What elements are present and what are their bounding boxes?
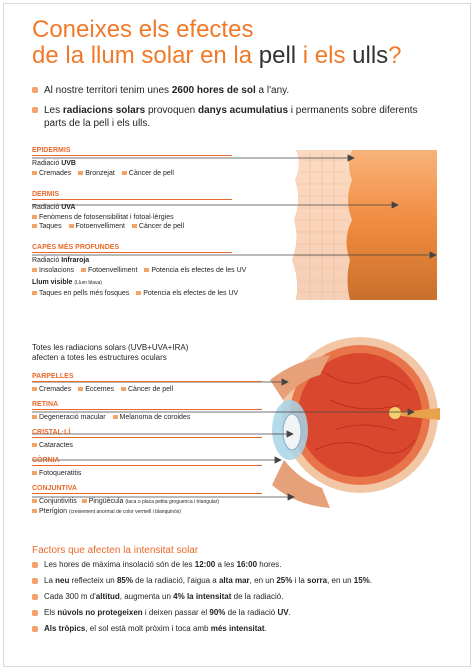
eye-heading-line1: Totes les radiacions solars (UVB+UVA+IRA) — [32, 343, 189, 352]
factor-bold: neu — [55, 576, 70, 585]
factor-text: , augmenta un — [119, 592, 174, 601]
effect-item — [32, 414, 106, 421]
effects-list — [32, 497, 292, 517]
bullet-square-icon — [69, 224, 74, 228]
radiation-type: Infraroja — [61, 257, 90, 264]
effect-item — [32, 442, 73, 449]
bullet-square-icon — [32, 224, 37, 228]
effect-item — [32, 267, 74, 274]
eye-section-retina — [32, 400, 292, 422]
factor-text: reflecteix un — [69, 576, 117, 585]
factor-item — [32, 608, 462, 618]
eye-section-conjuntiva — [32, 484, 292, 517]
factor-bold: 25% — [276, 576, 293, 585]
effects-list — [32, 441, 292, 450]
radiation-type: UVA — [61, 204, 76, 211]
eye-heading — [32, 343, 272, 363]
effects-list — [32, 213, 292, 231]
factor-bold: UV — [277, 608, 289, 617]
effect-item — [32, 214, 174, 221]
eye-section-parpelles — [32, 372, 292, 394]
radiation-type: UVB — [61, 160, 76, 167]
factor-bold: Als tròpics — [44, 624, 86, 633]
intro-text: i permanents sobre diferents parts de la pell i els ulls. — [44, 105, 418, 129]
effect-label: Càncer de pell — [128, 386, 174, 393]
bullet-square-icon — [136, 291, 141, 295]
effects-list — [32, 169, 292, 178]
effect-label: Bronzejat — [85, 170, 115, 177]
factor-bold: 16:00 — [236, 560, 258, 569]
effect-note: (taca o placa petita groguenca i triangular) — [125, 499, 220, 505]
effect-item — [132, 223, 184, 230]
section-title: RETINA — [32, 400, 262, 410]
bullet-square-icon — [32, 387, 37, 391]
factor-text: i la — [292, 576, 308, 585]
title-qmark: ? — [388, 42, 402, 69]
bullet-square-icon — [32, 443, 37, 447]
title-word-pell: pell — [258, 42, 297, 69]
factor-bold: alta mar — [218, 576, 250, 585]
title-line2-mid: i els — [296, 42, 353, 69]
intro-text: Les — [44, 105, 63, 116]
section-title: CAPES MÉS PROFUNDES — [32, 243, 232, 253]
effects-list — [32, 266, 292, 275]
effect-label: Conjuntivitis — [39, 498, 77, 505]
factor-text: Els — [44, 608, 58, 617]
skin-section-deep — [32, 243, 292, 298]
bullet-square-icon — [122, 171, 127, 175]
factor-text: i deixen passar el — [142, 608, 210, 617]
bullet-square-icon — [32, 268, 37, 272]
section-title: CÒRNIA — [32, 456, 262, 466]
factor-text: Les hores de màxima insolació són de les — [44, 560, 195, 569]
bullet-square-icon — [78, 171, 83, 175]
effect-label: Càncer de pell — [138, 223, 185, 230]
effect-item — [78, 170, 115, 177]
factor-bold: més intensitat — [210, 624, 265, 633]
effect-label: Insolacions — [39, 267, 75, 274]
effect-item — [144, 267, 246, 274]
effect-item — [121, 386, 173, 393]
factor-bold: 4% la intensitat — [173, 592, 232, 601]
effects-list — [32, 413, 292, 422]
visible-light-note: (Llum blava) — [74, 280, 102, 286]
title-word-ulls: ulls — [352, 42, 389, 69]
intro-item — [32, 84, 432, 97]
factor-bold: 15% — [353, 576, 370, 585]
factor-text: de la radiació. — [231, 592, 284, 601]
effect-label: Fenòmens de fotosensibilitat i fotoal·lèrgies — [39, 214, 174, 221]
effect-label: Potencia els efectes de les UV — [143, 290, 239, 297]
intro-bold: radiacions solars — [62, 105, 146, 116]
factor-text: hores. — [257, 560, 282, 569]
effect-item — [32, 223, 62, 230]
effect-item — [32, 386, 71, 393]
visible-light-label — [32, 278, 292, 288]
effect-item — [69, 223, 125, 230]
section-title: CRISTAL·LÍ — [32, 428, 262, 438]
factor-item — [32, 592, 462, 602]
effect-label: Potencia els efectes de les UV — [151, 267, 247, 274]
effect-label: Taques en pells més fosques — [39, 290, 130, 297]
visible-light-title: Llum visible — [32, 279, 73, 286]
effect-item — [81, 267, 137, 274]
radiation-prefix: Radiació — [32, 160, 62, 167]
effect-label: Degeneració macular — [39, 414, 106, 421]
title-line2-pre: de la llum solar en la — [32, 42, 259, 69]
factor-text: , en un — [249, 576, 277, 585]
bullet-square-icon — [32, 215, 37, 219]
factor-item — [32, 624, 462, 634]
effect-item — [32, 508, 181, 515]
effect-item — [78, 386, 114, 393]
factor-text: Cada 300 m d' — [44, 592, 96, 601]
section-title: CONJUNTIVA — [32, 484, 262, 494]
factors-title: Factors que afecten la intensitat solar — [32, 545, 199, 556]
factor-bold: sorra — [307, 576, 328, 585]
bullet-square-icon — [132, 224, 137, 228]
effect-label: Cremades — [39, 170, 72, 177]
bullet-square-icon — [32, 471, 37, 475]
bullet-square-icon — [121, 387, 126, 391]
factor-item — [32, 576, 462, 586]
section-title: DERMIS — [32, 190, 232, 200]
factor-bold: altitud — [95, 592, 120, 601]
factor-text: . — [264, 624, 267, 633]
effect-label: Taques — [39, 223, 62, 230]
optic-disc — [389, 407, 401, 419]
bullet-square-icon — [32, 499, 37, 503]
factor-text: , el sol està molt pròxim i toca amb — [85, 624, 211, 633]
factors-list — [32, 560, 462, 640]
skin-sections — [32, 146, 292, 298]
factor-text: . — [288, 608, 291, 617]
factor-text: de la radiació, l'aigua a — [132, 576, 219, 585]
factor-text: de la radiació — [225, 608, 278, 617]
eye-section-cornia — [32, 456, 292, 478]
bullet-square-icon — [32, 415, 37, 419]
bullet-square-icon — [82, 499, 87, 503]
eye-section-cristalli — [32, 428, 292, 450]
intro-bold: danys acumulatius — [198, 105, 289, 116]
bullet-square-icon — [32, 509, 37, 513]
effect-label: Pingüècula — [88, 498, 124, 505]
effects-list — [32, 469, 292, 478]
effect-label: Fotoenvelliment — [87, 267, 138, 274]
effect-item — [32, 170, 71, 177]
effect-label: Fotoqueratitis — [39, 470, 82, 477]
bullet-square-icon — [144, 268, 149, 272]
effect-label: Fotoenvelliment — [75, 223, 125, 230]
effect-item — [113, 414, 191, 421]
radiation-prefix: Radiació — [32, 204, 62, 211]
effect-item — [32, 470, 81, 477]
factor-text: La — [44, 576, 56, 585]
section-title: EPIDERMIS — [32, 146, 232, 156]
radiation-label — [32, 256, 292, 265]
skin-section-epidermis — [32, 146, 292, 178]
bullet-square-icon — [32, 171, 37, 175]
factor-bold: 85% — [116, 576, 133, 585]
effect-label: Eccemes — [85, 386, 115, 393]
effect-item — [136, 290, 238, 297]
factor-text: a les — [215, 560, 237, 569]
effect-item — [32, 498, 77, 505]
effect-note: (creixement anormal de color vermell i blanquinós) — [68, 509, 181, 515]
effect-label: Cataractes — [39, 442, 73, 449]
intro-bold: 2600 hores de sol — [171, 85, 256, 96]
effect-label: Cremades — [39, 386, 72, 393]
effect-item — [82, 498, 219, 505]
title-line1: Coneixes els efectes — [32, 16, 254, 43]
radiation-label — [32, 203, 292, 212]
factor-item — [32, 560, 462, 570]
page-title — [32, 17, 462, 69]
intro-text: Al nostre territori tenim unes — [44, 85, 172, 96]
effect-item — [32, 290, 129, 297]
effect-item — [122, 170, 174, 177]
intro-text: a l'any. — [255, 85, 290, 96]
factor-bold: 12:00 — [194, 560, 216, 569]
effects-list — [32, 385, 292, 394]
intro-text: provoquen — [145, 105, 198, 116]
factor-text: . — [369, 576, 372, 585]
eye-heading-line2: afecten a totes les estructures oculars — [32, 353, 167, 362]
bullet-square-icon — [78, 387, 83, 391]
effect-label: Pterígion — [39, 508, 68, 515]
bullet-square-icon — [81, 268, 86, 272]
radiation-label — [32, 159, 292, 168]
radiation-prefix: Radiació — [32, 257, 62, 264]
factor-bold: 90% — [209, 608, 226, 617]
factor-bold: núvols no protegeixen — [57, 608, 143, 617]
effect-label: Melanoma de coroides — [119, 414, 191, 421]
bullet-square-icon — [32, 291, 37, 295]
intro-list — [32, 84, 432, 137]
bullet-square-icon — [113, 415, 118, 419]
section-title: PARPELLES — [32, 372, 262, 382]
effects-list — [32, 289, 292, 298]
eye-sections — [32, 372, 292, 517]
factor-text: , en un — [327, 576, 354, 585]
effect-label: Càncer de pell — [128, 170, 174, 177]
intro-item — [32, 104, 432, 130]
skin-section-dermis — [32, 190, 292, 231]
